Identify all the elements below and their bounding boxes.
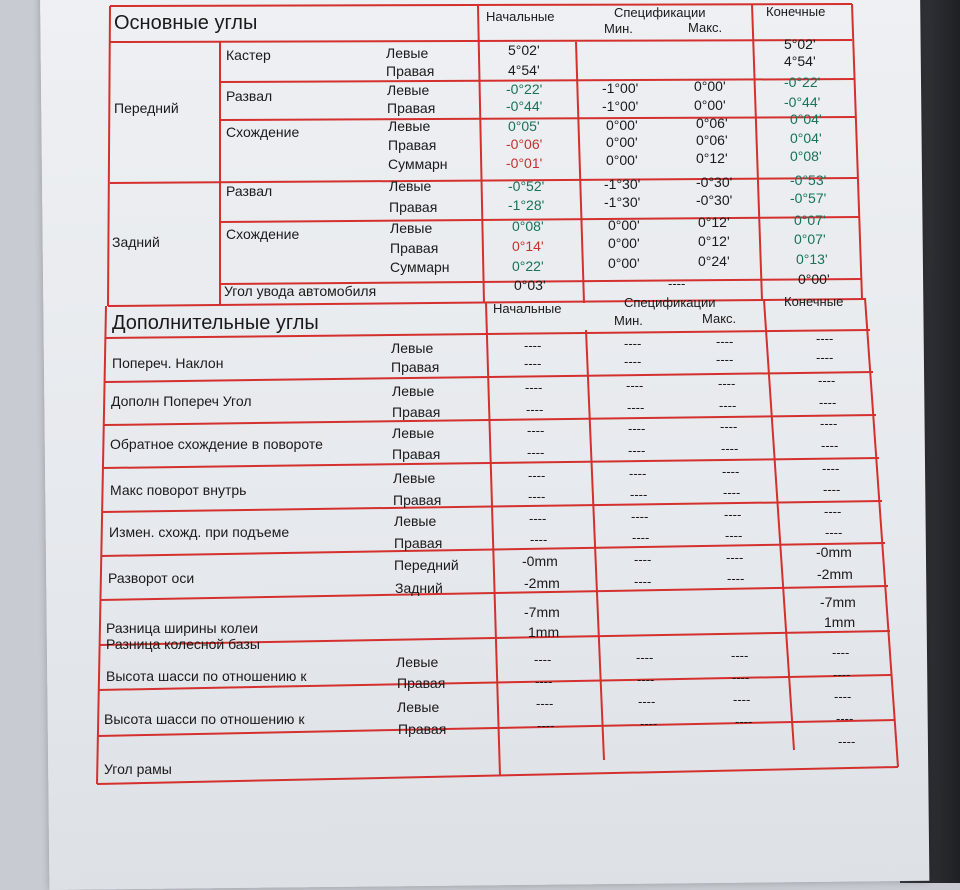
front-camber-min-left: -1°00' [602, 80, 639, 96]
extra-row-sub1: Левые [391, 340, 434, 356]
extra-row-sub1: Левые [392, 383, 435, 399]
frame-angle-label: Угол рамы [104, 761, 172, 777]
track-init2: 1mm [528, 624, 560, 640]
dash: ---- [820, 416, 838, 431]
extra-row-sub2: Правая [392, 446, 441, 462]
ride-height-sub2: Правая [398, 721, 447, 737]
dash: ---- [719, 398, 737, 413]
ride-height-label: Высота шасси по отношению к [104, 711, 305, 727]
main-title: Основные углы [114, 12, 258, 34]
rear-camber-max-right: -0°30' [696, 192, 733, 208]
rear-toe-init-left: 0°08' [512, 218, 544, 234]
col-spec: Спецификации [614, 5, 706, 20]
front-camber-init-right: -0°44' [506, 98, 543, 114]
dash: ---- [727, 571, 745, 586]
caster-right-label: Правая [386, 63, 435, 79]
dash: ---- [527, 445, 545, 460]
setback-label: Разворот оси [108, 570, 195, 586]
thrust-spec: ---- [668, 276, 686, 291]
rear-camber-min-left: -1°30' [604, 176, 641, 192]
dash: ---- [819, 395, 837, 410]
front-toe-final-left: 0°04' [790, 111, 822, 127]
front-toe-label: Схождение [226, 124, 300, 140]
dash: ---- [720, 419, 738, 434]
dash: ---- [629, 466, 647, 481]
rear-camber-max-left: -0°30' [696, 174, 733, 190]
rear-camber-init-left: -0°52' [508, 178, 545, 194]
dash: ---- [628, 443, 646, 458]
extra-row-label: Обратное схождение в повороте [110, 436, 323, 452]
thrust-init: 0°03' [514, 277, 546, 293]
dash: ---- [536, 696, 554, 711]
track-diff-label: Разница ширины колеи [106, 620, 259, 636]
front-toe-max-left: 0°06' [696, 115, 728, 131]
track-final1: -7mm [820, 594, 856, 610]
rear-toe-min-left: 0°00' [608, 217, 640, 233]
dash: ---- [624, 336, 642, 351]
dash: ---- [528, 489, 546, 504]
rear-toe-init-total: 0°22' [512, 258, 544, 274]
rear-toe-min-total: 0°00' [608, 255, 640, 271]
setback-sub2: Задний [395, 580, 443, 596]
thrust-final: 0°00' [798, 271, 830, 287]
front-camber-final-right: -0°44' [784, 94, 821, 110]
dash: ---- [637, 672, 655, 687]
dash: ---- [526, 402, 544, 417]
extra-row-sub2: Правая [392, 404, 441, 420]
dash: ---- [634, 574, 652, 589]
front-camber-max-left: 0°00' [694, 78, 726, 94]
dash: ---- [818, 373, 836, 388]
front-toe-min-right: 0°00' [606, 134, 638, 150]
setback-init2: -2mm [524, 575, 560, 591]
front-camber-label: Развал [226, 88, 273, 104]
rear-toe-min-right: 0°00' [608, 235, 640, 251]
extra-row-sub1: Левые [393, 470, 436, 486]
front-camber-init-left: -0°22' [506, 81, 543, 97]
dash: ---- [724, 507, 742, 522]
extra-title: Дополнительные углы [112, 312, 319, 334]
dash: ---- [524, 338, 542, 353]
rear-toe-final-left: 0°07' [794, 212, 826, 228]
extra-row-sub1: Левые [394, 513, 437, 529]
extra-row-sub1: Левые [392, 425, 435, 441]
thrust-label: Угол увода автомобиля [224, 283, 377, 299]
extra-col-min: Мин. [614, 313, 643, 328]
extra-row-label: Макс поворот внутрь [110, 482, 247, 498]
rear-camber-final-right: -0°57' [790, 190, 827, 206]
caster-left-label: Левые [386, 45, 429, 61]
dash: ---- [630, 487, 648, 502]
dash: ---- [834, 689, 852, 704]
extra-row-label: Попереч. Наклон [112, 355, 224, 371]
dash: ---- [836, 711, 854, 726]
extra-row-label: Измен. схожд. при подъеме [109, 524, 290, 540]
front-toe-max-right: 0°06' [696, 132, 728, 148]
caster-init-right: 4°54' [508, 62, 540, 78]
dash: ---- [634, 552, 652, 567]
front-camber-max-right: 0°00' [694, 97, 726, 113]
dash: ---- [725, 528, 743, 543]
rear-toe-max-left: 0°12' [698, 214, 730, 230]
dash: ---- [722, 464, 740, 479]
dash: ---- [631, 509, 649, 524]
rear-camber-final-left: -0°53' [790, 172, 827, 188]
ride-height-sub1: Левые [397, 699, 440, 715]
ride-height-sub1: Левые [396, 654, 439, 670]
rear-toe-max-total: 0°24' [698, 253, 730, 269]
dash: ---- [535, 674, 553, 689]
track-init1: -7mm [524, 604, 560, 620]
dash: ---- [529, 511, 547, 526]
dash: ---- [824, 504, 842, 519]
extra-col-final: Конечные [784, 294, 844, 309]
front-toe-max-total: 0°12' [696, 150, 728, 166]
dash: ---- [821, 438, 839, 453]
front-camber-right-label: Правая [387, 100, 436, 116]
dash: ---- [524, 356, 542, 371]
dash: ---- [530, 532, 548, 547]
front-toe-total-label: Суммарн [388, 156, 448, 172]
front-toe-final-right: 0°04' [790, 130, 822, 146]
dash: ---- [636, 650, 654, 665]
col-final: Конечные [766, 4, 826, 19]
dash: ---- [733, 692, 751, 707]
wheelbase-diff-label: Разница колесной базы [106, 636, 260, 652]
front-label: Передний [114, 100, 179, 116]
dash: ---- [528, 468, 546, 483]
setback-final1: -0mm [816, 544, 852, 560]
ride-height-sub2: Правая [397, 675, 446, 691]
rear-label: Задний [112, 234, 160, 250]
dash: ---- [525, 380, 543, 395]
front-toe-init-right: -0°06' [506, 136, 543, 152]
rear-camber-right-label: Правая [389, 199, 438, 215]
rear-toe-final-total: 0°13' [796, 251, 828, 267]
dash: ---- [632, 530, 650, 545]
rear-camber-init-right: -1°28' [508, 197, 545, 213]
caster-label: Кастер [226, 47, 271, 63]
rear-toe-max-right: 0°12' [698, 233, 730, 249]
extra-row-label: Дополн Попереч Угол [111, 393, 252, 409]
front-toe-min-total: 0°00' [606, 152, 638, 168]
dash: ---- [537, 718, 555, 733]
front-toe-right-label: Правая [388, 137, 437, 153]
dash: ---- [735, 714, 753, 729]
rear-toe-label: Схождение [226, 226, 300, 242]
dash: ---- [823, 482, 841, 497]
dash: ---- [718, 376, 736, 391]
dash: ---- [627, 400, 645, 415]
front-camber-min-right: -1°00' [602, 98, 639, 114]
dash: ---- [838, 734, 856, 749]
dash: ---- [726, 550, 744, 565]
extra-row-sub2: Правая [393, 492, 442, 508]
dash: ---- [527, 423, 545, 438]
extra-col-max: Макс. [702, 311, 737, 326]
col-min: Мин. [604, 21, 633, 36]
dash: ---- [626, 378, 644, 393]
rear-toe-right-label: Правая [390, 240, 439, 256]
rear-toe-final-right: 0°07' [794, 231, 826, 247]
rear-toe-init-right: 0°14' [512, 238, 544, 254]
dash: ---- [816, 331, 834, 346]
rear-toe-left-label: Левые [390, 220, 433, 236]
caster-final-left: 5°02' [784, 36, 816, 52]
dash: ---- [534, 652, 552, 667]
dash: ---- [716, 352, 734, 367]
extra-row-sub2: Правая [394, 535, 443, 551]
extra-row-sub2: Правая [391, 359, 440, 375]
front-toe-final-total: 0°08' [790, 148, 822, 164]
caster-final-right: 4°54' [784, 53, 816, 69]
front-toe-init-left: 0°05' [508, 118, 540, 134]
front-camber-final-left: -0°22' [784, 74, 821, 90]
front-camber-left-label: Левые [387, 82, 430, 98]
dash: ---- [825, 525, 843, 540]
dash: ---- [723, 485, 741, 500]
setback-sub1: Передний [394, 557, 459, 573]
dash: ---- [628, 421, 646, 436]
front-toe-min-left: 0°00' [606, 117, 638, 133]
dash: ---- [816, 350, 834, 365]
front-toe-left-label: Левые [388, 118, 431, 134]
track-final2: 1mm [824, 614, 856, 630]
rear-camber-label: Развал [226, 183, 273, 199]
dash: ---- [731, 648, 749, 663]
dash: ---- [822, 461, 840, 476]
front-toe-init-total: -0°01' [506, 155, 543, 171]
dash: ---- [640, 716, 658, 731]
dash: ---- [833, 667, 851, 682]
col-max: Макс. [688, 20, 723, 35]
setback-final2: -2mm [817, 566, 853, 582]
caster-init-left: 5°02' [508, 42, 540, 58]
setback-init1: -0mm [522, 553, 558, 569]
dash: ---- [721, 441, 739, 456]
extra-col-spec: Спецификации [624, 295, 716, 310]
dash: ---- [638, 694, 656, 709]
extra-col-initial: Начальные [493, 301, 562, 316]
col-initial: Начальные [486, 9, 555, 24]
rear-toe-total-label: Суммарн [390, 259, 450, 275]
dash: ---- [716, 334, 734, 349]
dash: ---- [624, 354, 642, 369]
ride-height-label: Высота шасси по отношению к [106, 668, 307, 684]
dash: ---- [732, 670, 750, 685]
dash: ---- [832, 645, 850, 660]
rear-camber-left-label: Левые [389, 178, 432, 194]
rear-camber-min-right: -1°30' [604, 194, 641, 210]
